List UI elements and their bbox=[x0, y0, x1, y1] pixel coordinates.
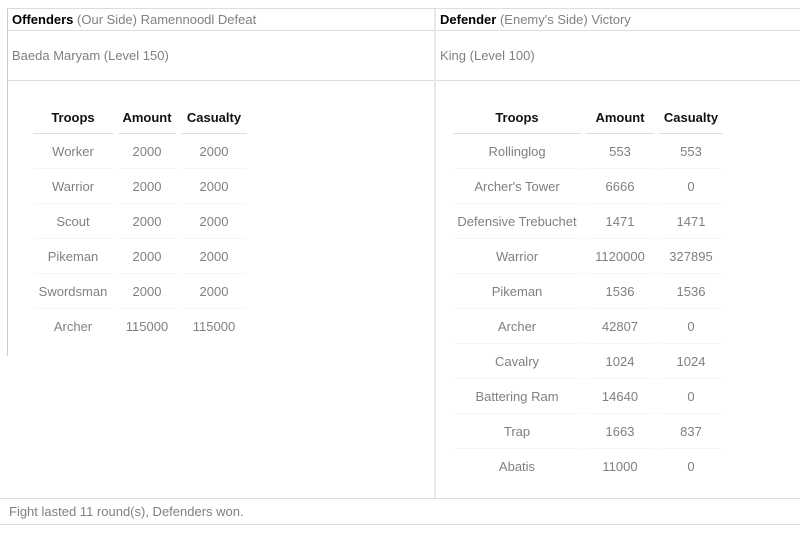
amount-cell: 2000 bbox=[118, 204, 176, 239]
amount-cell: 1120000 bbox=[586, 239, 654, 274]
defender-title-bold: Defender bbox=[440, 12, 497, 27]
amount-cell: 1663 bbox=[586, 414, 654, 449]
troop-name-cell: Pikeman bbox=[453, 274, 581, 309]
troop-name-cell: Abatis bbox=[498, 459, 536, 474]
troop-name-cell: Rollinglog bbox=[453, 134, 581, 169]
amount-cell: 2000 bbox=[118, 169, 176, 204]
troops-column-header: Troops bbox=[33, 102, 113, 134]
offenders-panel bbox=[7, 9, 434, 356]
offenders-troops-section bbox=[8, 81, 434, 356]
amount-cell: 42807 bbox=[586, 309, 654, 344]
table-header-row bbox=[33, 102, 247, 134]
casualty-cell: 2000 bbox=[181, 169, 247, 204]
amount-cell: 2000 bbox=[118, 274, 176, 309]
troop-name-cell: Archer bbox=[453, 309, 581, 344]
casualty-cell: 2000 bbox=[181, 274, 247, 309]
troop-name-cell: Defensive Trebuchet bbox=[453, 204, 581, 239]
table-row bbox=[453, 414, 723, 449]
amount-cell: 1024 bbox=[586, 344, 654, 379]
casualty-cell: 0 bbox=[659, 379, 723, 414]
troop-name-cell: Cavalry bbox=[453, 344, 581, 379]
casualty-cell: 2000 bbox=[181, 239, 247, 274]
troop-name-cell: Archer bbox=[53, 319, 93, 334]
table-row bbox=[453, 274, 723, 309]
table-row bbox=[453, 204, 723, 239]
offenders-title-rest: (Our Side) Ramennoodl Defeat bbox=[73, 12, 257, 27]
offenders-title bbox=[8, 9, 434, 31]
troop-name-cell: Scout bbox=[33, 204, 113, 239]
offenders-title-bold: Offenders bbox=[12, 12, 74, 27]
defender-troops-table bbox=[448, 102, 728, 484]
offenders-troops-table bbox=[28, 102, 252, 344]
table-row bbox=[453, 134, 723, 169]
troop-name-cell: Warrior bbox=[453, 239, 581, 274]
troop-name-cell: Battering Ram bbox=[453, 379, 581, 414]
fight-summary: Fight lasted 11 round(s), Defenders won. bbox=[0, 498, 800, 525]
table-row bbox=[33, 309, 247, 344]
amount-cell: 14640 bbox=[586, 379, 654, 414]
troop-name-cell: Swordsman bbox=[33, 274, 113, 309]
casualty-cell: 0 bbox=[659, 309, 723, 344]
casualty-cell: 1024 bbox=[659, 344, 723, 379]
troop-name-cell: Worker bbox=[33, 134, 113, 169]
amount-column-header: Amount bbox=[118, 102, 176, 134]
table-row bbox=[453, 239, 723, 274]
table-row bbox=[453, 379, 723, 414]
troops-column-header: Troops bbox=[453, 102, 581, 134]
troop-name-cell: Archer's Tower bbox=[453, 169, 581, 204]
table-row bbox=[453, 344, 723, 379]
amount-cell: 553 bbox=[586, 134, 654, 169]
table-row bbox=[453, 449, 723, 484]
defender-troops-section bbox=[436, 81, 800, 498]
table-row bbox=[453, 169, 723, 204]
casualty-cell: 1471 bbox=[659, 204, 723, 239]
casualty-cell: 1536 bbox=[659, 274, 723, 309]
table-row bbox=[33, 274, 247, 309]
amount-cell: 115000 bbox=[125, 319, 169, 334]
troop-name-cell: Warrior bbox=[33, 169, 113, 204]
casualty-cell: 0 bbox=[659, 169, 723, 204]
casualty-cell: 2000 bbox=[181, 134, 247, 169]
casualty-cell: 0 bbox=[687, 459, 695, 474]
amount-cell: 1536 bbox=[586, 274, 654, 309]
offenders-player-name: Baeda Maryam (Level 150) bbox=[8, 31, 434, 81]
casualty-cell: 837 bbox=[659, 414, 723, 449]
defender-title bbox=[436, 9, 800, 31]
amount-cell: 2000 bbox=[118, 239, 176, 274]
table-header-row bbox=[453, 102, 723, 134]
amount-column-header: Amount bbox=[586, 102, 654, 134]
battle-report-table bbox=[7, 8, 800, 498]
table-row bbox=[33, 134, 247, 169]
troop-name-cell: Pikeman bbox=[33, 239, 113, 274]
defender-title-rest: (Enemy's Side) Victory bbox=[496, 12, 631, 27]
defender-panel bbox=[434, 9, 800, 498]
table-row bbox=[33, 239, 247, 274]
amount-cell: 6666 bbox=[586, 169, 654, 204]
casualty-column-header: Casualty bbox=[659, 102, 723, 134]
troop-name-cell: Trap bbox=[453, 414, 581, 449]
defender-player-name: King (Level 100) bbox=[436, 31, 800, 81]
amount-cell: 1471 bbox=[586, 204, 654, 239]
casualty-cell: 553 bbox=[659, 134, 723, 169]
casualty-column-header: Casualty bbox=[181, 102, 247, 134]
amount-cell: 11000 bbox=[602, 459, 638, 474]
casualty-cell: 2000 bbox=[181, 204, 247, 239]
amount-cell: 2000 bbox=[118, 134, 176, 169]
casualty-cell: 115000 bbox=[192, 319, 236, 334]
casualty-cell: 327895 bbox=[659, 239, 723, 274]
table-row bbox=[453, 309, 723, 344]
table-row bbox=[33, 204, 247, 239]
table-row bbox=[33, 169, 247, 204]
